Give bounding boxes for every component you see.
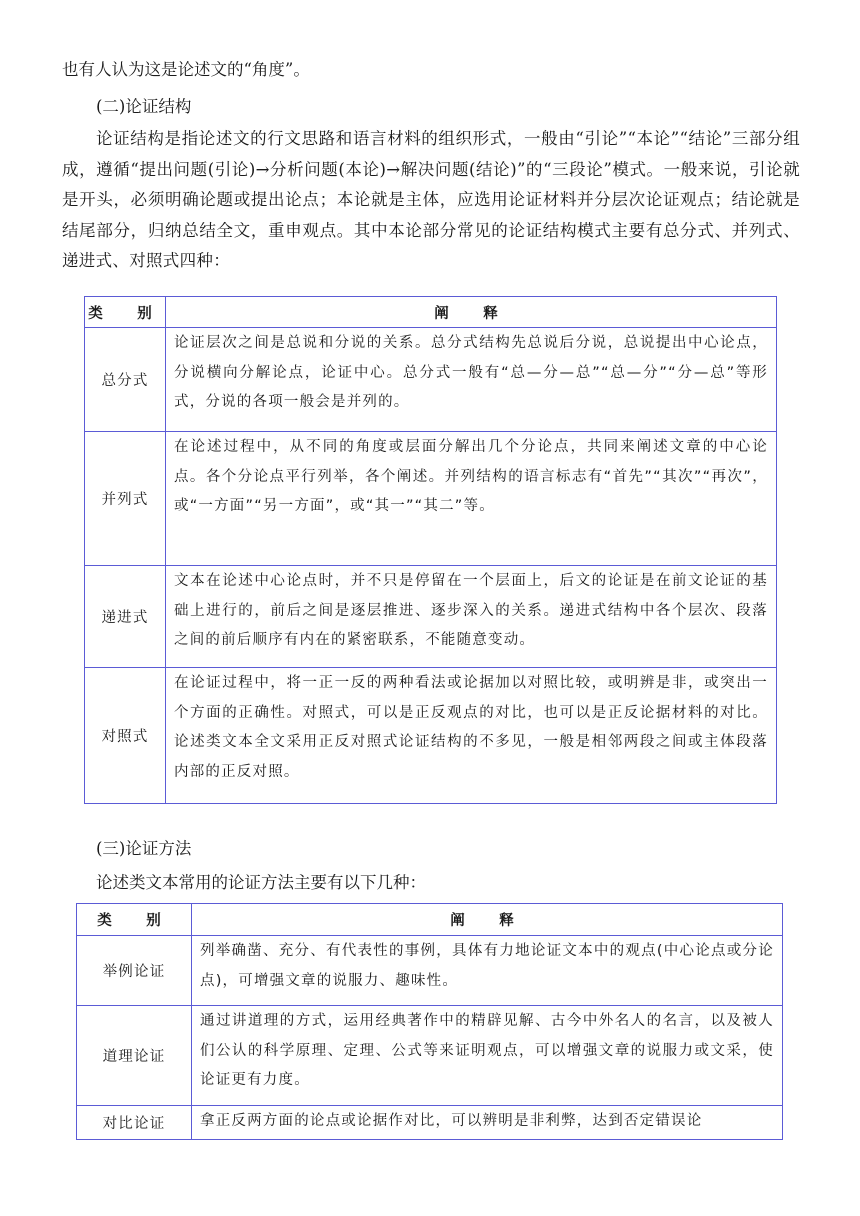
row-category: 举例论证 [77,936,192,1006]
intro-line: 也有人认为这是论述文的“角度”。 [62,60,310,79]
table-row [77,1106,783,1140]
table-row [85,432,777,566]
argument-structure-table [84,296,777,804]
row-category: 对比论证 [77,1106,192,1140]
header-category: 类 别 [85,297,166,328]
row-category: 总分式 [85,328,166,432]
row-description: 文本在论述中心论点时，并不只是停留在一个层面上，后文的论证是在前文论证的基础上进行的，前后之间是逐层推进、逐步深入的关系。递进式结构中各个层次、段落之间的前后顺序有内在的紧密联系，不能随意变动。 [166,566,777,668]
row-category: 递进式 [85,566,166,668]
argument-structure-paragraph: 论证结构是指论述文的行文思路和语言材料的组织形式，一般由“引论”“本论”“结论”三部分组成，遵循“提出问题(引论)→分析问题(本论)→解决问题(结论)”的“三段论”模式。一般来说，引论就是开头，必须明确论题或提出论点；本论就是主体，应选用论证材料并分层次论证观点；结论就是结尾部分，归纳总结全文，重申观点。其中本论部分常见的论证结构模式主要有总分式、并列式、递进式、对照式四种： [62,129,800,270]
row-description: 通过讲道理的方式，运用经典著作中的精辟见解、古今中外名人的名言，以及被人们公认的科学原理、定理、公式等来证明观点，可以增强文章的说服力或文采，使论证更有力度。 [192,1006,783,1106]
header-explanation: 阐 释 [166,297,777,328]
row-description: 在论证过程中，将一正一反的两种看法或论据加以对照比较，或明辨是非，或突出一个方面的正确性。对照式，可以是正反观点的对比，也可以是正反论据材料的对比。论述类文本全文采用正反对照式论证结构的不多见，一般是相邻两段之间或主体段落内部的正反对照。 [166,668,777,804]
argument-methods-table [76,903,783,1140]
argument-methods-intro: 论述类文本常用的论证方法主要有以下几种： [96,873,426,892]
row-category: 对照式 [85,668,166,804]
table-header-row [85,297,777,328]
header-category: 类 别 [77,904,192,936]
row-description: 拿正反两方面的论点或论据作对比，可以辨明是非利弊，达到否定错误论 [192,1106,783,1140]
header-explanation: 阐 释 [192,904,783,936]
row-description: 论证层次之间是总说和分说的关系。总分式结构先总说后分说，总说提出中心论点，分说横向分解论点，论证中心。总分式一般有“总—分—总”“总—分”“分—总”等形式，分说的各项一般会是并列的。 [166,328,777,432]
section-heading-argument-methods: (三)论证方法 [96,839,192,858]
row-description: 在论述过程中，从不同的角度或层面分解出几个分论点，共同来阐述文章的中心论点。各个分论点平行列举，各个阐述。并列结构的语言标志有“首先”“其次”“再次”，或“一方面”“另一方面”，或“其一”“其二”等。 [166,432,777,566]
section-heading-argument-structure: (二)论证结构 [96,97,192,116]
table-row [77,936,783,1006]
table-row [85,566,777,668]
table-header-row [77,904,783,936]
table-row [85,328,777,432]
row-category: 道理论证 [77,1006,192,1106]
row-description: 列举确凿、充分、有代表性的事例，具体有力地论证文本中的观点(中心论点或分论点)，可增强文章的说服力、趣味性。 [192,936,783,1006]
row-category: 并列式 [85,432,166,566]
table-row [77,1006,783,1106]
table-row [85,668,777,804]
